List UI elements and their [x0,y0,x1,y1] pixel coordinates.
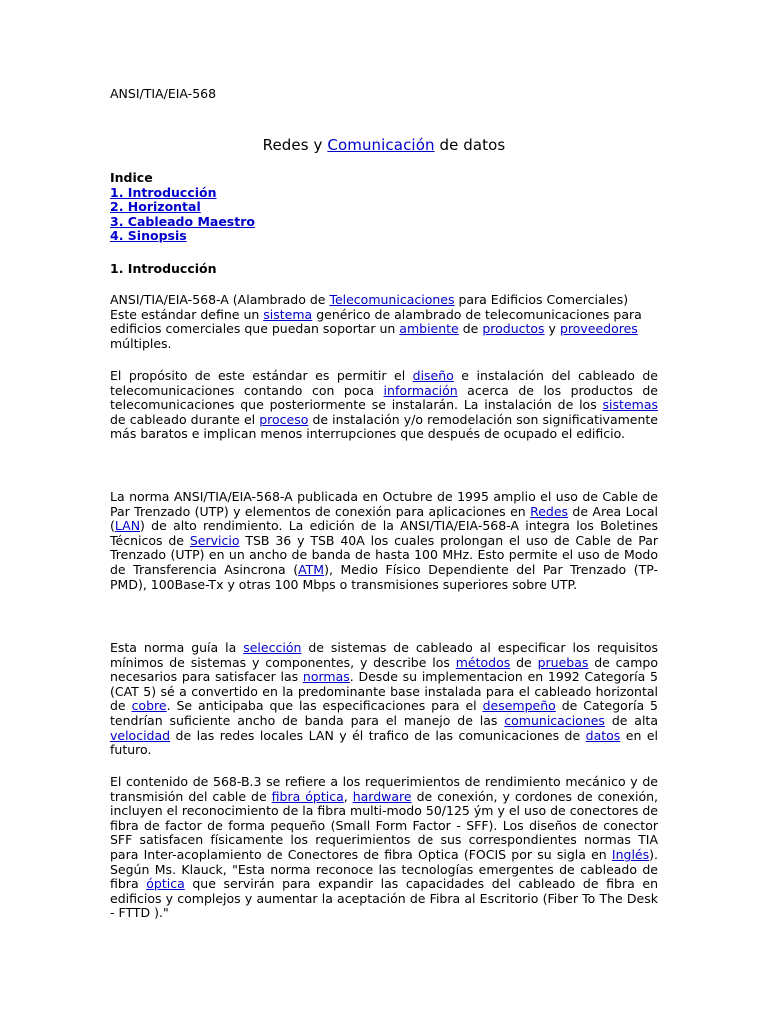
paragraph-text: de conexión, y cordones de conexión, incluyen el reconocimiento de la fibra multi-modo 50/125 ým y el uso de conectores de fibra de factor de forma pequeño (Small Form Factor - SFF). Los diseños de conector SFF satisfacen físicamente los requerimientos de sus correspondientes normas TIA para Inter-acoplamiento de Conectores de fibra Optica (FOCIS por su sigla en [110,788,658,862]
paragraph-text: en el futuro. [110,727,658,758]
inline-link[interactable]: selección [243,640,302,655]
paragraph-text: . Desde su implementacion en 1992 Categoría 5 (CAT 5) sé a convertido en la predominante base instalada para el cableado horizontal de [110,669,658,714]
paragraph-text: que servirán para expandir las capacidades del cableado de fibra en edificios y complejos y aumentar la aceptación de Fibra al Escritorio (Fiber To The Desk - FTTD )." [110,876,658,921]
toc-link-horizontal[interactable]: 2. Horizontal [110,199,201,215]
paragraph-text: . Se anticipaba que las especificaciones para el [166,698,483,714]
paragraph-text: de alta [604,712,658,728]
paragraph-text: y [544,321,560,337]
paragraph-text: ANSI/TIA/EIA-568-A (Alambrado de [110,292,330,307]
inline-link[interactable]: métodos [455,654,511,670]
inline-link[interactable]: diseño [412,368,454,383]
paragraph-text: genérico de alambrado de telecomunicaciones para edificios comerciales que puedan soportar un [110,306,642,337]
inline-link[interactable]: desempeño [482,698,556,714]
paragraph-text: múltiples. [110,335,172,351]
inline-link[interactable]: ATM [298,561,325,577]
inline-link[interactable]: LAN [114,518,141,534]
paragraph-text: , [343,788,353,804]
paragraph-text: de [458,321,483,337]
section-heading-introduccion: 1. Introducción [110,261,217,276]
paragraph-text: acerca de los productos de telecomunicaciones que posteriormente se instalarán. La instalación de los [110,382,658,413]
paragraph-text: ) de alto rendimiento. La edición de la ANSI/TIA/EIA-568-A integra los Boletines Técnicos de [110,518,658,548]
paragraph-text: La norma ANSI/TIA/EIA-568-A publicada en Octubre de 1995 amplio el uso de Cable de Par Trenzado (UTP) y elementos de conexión para aplicaciones en [110,489,658,519]
paragraph-text: ). Según Ms. Klauck, "Esta norma reconoce las tecnologías emergentes de cableado de fibra [110,846,658,892]
inline-link[interactable]: proveedores [559,321,638,337]
inline-link[interactable]: pruebas [537,654,589,670]
paragraph-text: ), Medio Físico Dependiente del Par Trenzado (TP-PMD), 100Base-Tx y otras 100 Mbps o transmisiones superiores sobre UTP. [110,561,658,592]
paragraph [110,775,658,921]
toc-link-cableado-maestro[interactable]: 3. Cableado Maestro [110,213,255,229]
paragraph [110,293,658,351]
paragraph-text: de sistemas de cableado al especificar los requisitos mínimos de sistemas y componentes, y describe los [110,640,658,670]
inline-link[interactable]: Telecomunicaciones [329,292,455,307]
paragraph-text: de Area Local ( [110,503,658,534]
toc-link-sinopsis[interactable]: 4. Sinopsis [110,228,187,244]
paragraph [110,641,658,758]
paragraph-text: para Edificios Comerciales) Este estándar define un [110,292,629,322]
inline-link[interactable]: Redes [530,503,569,519]
table-of-contents [110,171,255,244]
inline-link[interactable]: cobre [131,698,167,714]
paragraph-text: El propósito de este estándar es permitir el [110,368,413,383]
inline-link[interactable]: hardware [352,788,412,804]
inline-link[interactable]: Inglés [611,846,650,862]
inline-link[interactable]: fibra óptica [271,788,344,804]
paragraph-text: de cableado durante el [110,411,260,427]
inline-link[interactable]: productos [482,321,545,337]
inline-link[interactable]: sistema [263,306,313,322]
inline-link[interactable]: datos [585,727,621,743]
paragraph-text: e instalación del cableado de telecomunicaciones contando con poca [110,368,658,398]
title-link-comunicacion[interactable]: Comunicación [327,136,435,154]
inline-link[interactable]: sistemas [602,397,658,413]
inline-link[interactable]: normas [302,669,350,685]
paragraph [110,490,658,592]
paragraph-text: de instalación y/o remodelación son significativamente más baratos e implican menos interrupciones que después de ocupado el edificio. [110,411,658,442]
inline-link[interactable]: comunicaciones [504,712,605,728]
inline-link[interactable]: proceso [259,411,309,427]
paragraph-text: de [510,654,538,670]
inline-link[interactable]: Servicio [189,532,240,548]
title-prefix: Redes y [262,136,328,154]
document-header: ANSI/TIA/EIA-568 [110,86,217,101]
paragraph-text: El contenido de 568-B.3 se refiere a los requerimientos de rendimiento mecánico y de transmisión del cable de [110,774,658,804]
paragraph-text: de Categoría 5 tendrían suficiente ancho de banda para el manejo de las [110,698,658,728]
inline-link[interactable]: ambiente [399,321,459,337]
inline-link[interactable]: velocidad [110,727,171,743]
paragraph [110,369,658,442]
title-suffix: de datos [434,136,506,154]
page-title [110,136,658,154]
paragraph-text: de campo necesarios para satisfacer las [110,654,658,685]
paragraph-text: Esta norma guía la [110,640,244,655]
inline-link[interactable]: información [383,382,458,398]
inline-link[interactable]: óptica [146,876,185,892]
paragraph-text: de las redes locales LAN y él trafico de las comunicaciones de [170,727,586,743]
toc-link-introduccion[interactable]: 1. Introducción [110,184,217,200]
paragraph-text: TSB 36 y TSB 40A los cuales prolongan el uso de Cable de Par Trenzado (UTP) en un ancho de banda de hasta 100 MHz. Esto permite el uso de Modo de Transferencia Asincrona ( [110,532,658,577]
toc-heading: Indice [110,170,153,185]
